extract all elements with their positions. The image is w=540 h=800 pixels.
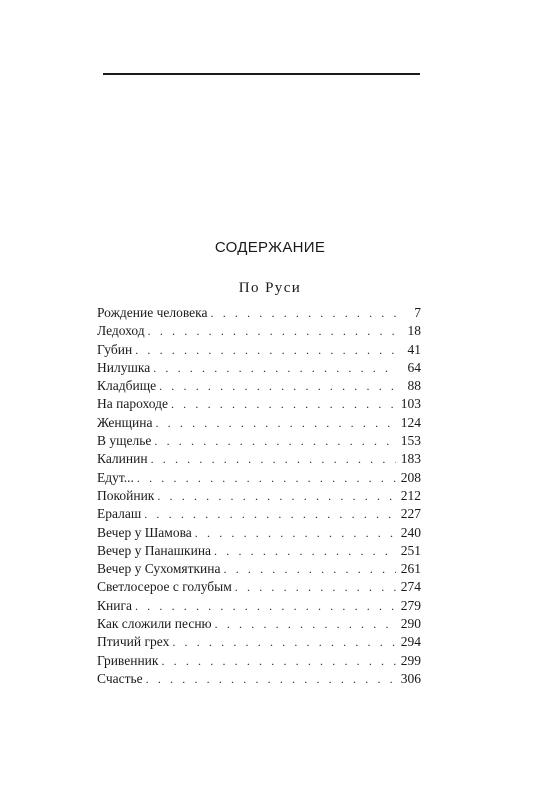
- toc-entry-title: Покойник: [97, 487, 155, 503]
- toc-entry: [97, 578, 421, 596]
- dot-leader: [151, 450, 396, 468]
- toc-entry-title: Едут...: [97, 469, 134, 485]
- toc-entry-page: 274: [400, 579, 421, 595]
- toc-entry-title: Ледоход: [97, 323, 145, 339]
- section-title: По Руси: [238, 280, 302, 296]
- toc-entry-page: 227: [400, 506, 421, 522]
- toc-entry-title: Книга: [97, 597, 132, 613]
- toc-entry-page: 306: [400, 670, 421, 686]
- toc-entry: [97, 450, 421, 468]
- dot-leader: [144, 505, 396, 523]
- toc-entry-page: 183: [400, 451, 421, 467]
- toc-entry-title: Рождение человека: [97, 305, 208, 320]
- toc-entry-title: Гривенник: [97, 652, 159, 668]
- toc-entry: [97, 633, 421, 651]
- toc-entry: [97, 652, 421, 670]
- toc-entry-title: Кладбище: [97, 378, 157, 394]
- toc-entry: [97, 432, 421, 450]
- contents-heading: СОДЕРЖАНИЕ: [214, 239, 326, 256]
- dot-leader: [214, 542, 396, 560]
- toc-entry-page: 212: [400, 487, 421, 503]
- toc-entry-page: 240: [400, 524, 421, 540]
- dot-leader: [224, 560, 397, 578]
- toc-entry-title: Нилушка: [97, 359, 151, 375]
- dot-leader: [154, 432, 396, 450]
- toc-entry-page: 299: [400, 652, 421, 668]
- dot-leader: [235, 578, 396, 596]
- dot-leader: [137, 469, 396, 487]
- dot-leader: [159, 377, 396, 395]
- toc-entry: [97, 505, 421, 523]
- toc-entry: [97, 487, 421, 505]
- toc-entry-title: Вечер у Шамова: [97, 524, 192, 540]
- toc-entry-page: 18: [407, 323, 421, 339]
- toc-entry-title: Губин: [97, 341, 133, 357]
- toc-entry-title: Светлосерое с голубым: [97, 579, 232, 595]
- toc-entry-page: 88: [407, 378, 421, 394]
- toc-entry-title: Калинин: [97, 451, 148, 467]
- toc-entry: [97, 597, 421, 615]
- toc-entry-title: Птичий грех: [97, 634, 170, 650]
- toc-entry-title: Женщина: [97, 414, 153, 430]
- toc-entry: [97, 377, 421, 395]
- toc-entry: [97, 524, 421, 542]
- toc-entry: [97, 395, 421, 413]
- toc-entry: [97, 542, 421, 560]
- dot-leader: [161, 652, 396, 670]
- toc-entry: [97, 670, 421, 688]
- toc-entry: [97, 560, 421, 578]
- toc-entry-page: 103: [400, 396, 421, 412]
- toc-entry-title: В ущелье: [97, 433, 152, 449]
- toc-entry-page: 124: [400, 414, 421, 430]
- toc-entry-title: На пароходе: [97, 396, 168, 412]
- toc-entry-page: 290: [400, 616, 421, 632]
- toc-entry-page: 41: [407, 341, 421, 357]
- dot-leader: [148, 322, 396, 340]
- dot-leader: [155, 414, 396, 432]
- toc-entry: [97, 304, 421, 322]
- toc-entry-title: Вечер у Сухомяткина: [97, 561, 221, 577]
- toc-entry: [97, 414, 421, 432]
- toc-entry-title: Ералаш: [97, 506, 142, 522]
- toc-entry-page: 261: [400, 561, 421, 577]
- toc-entry-page: 64: [407, 359, 421, 375]
- dot-leader: [153, 359, 396, 377]
- toc-entry-title: Вечер у Панашкина: [97, 542, 212, 558]
- toc-entry-page: 208: [400, 469, 421, 485]
- toc-entry: [97, 341, 421, 359]
- dot-leader: [146, 670, 396, 688]
- toc-entry: [97, 359, 421, 377]
- dot-leader: [135, 341, 396, 359]
- toc-entry-title: Как сложили песню: [97, 616, 212, 632]
- toc-entry-page: 251: [400, 542, 421, 558]
- toc-entry-page: 7: [414, 305, 421, 320]
- dot-leader: [157, 487, 396, 505]
- toc-entry: [97, 469, 421, 487]
- dot-leader: [172, 633, 396, 651]
- dot-leader: [171, 395, 396, 413]
- table-of-contents: [97, 304, 421, 688]
- dot-leader: [211, 304, 397, 322]
- toc-entry: [97, 615, 421, 633]
- toc-entry-page: 279: [400, 597, 421, 613]
- dot-leader: [135, 597, 396, 615]
- toc-entry-title: Счастье: [97, 670, 143, 686]
- toc-entry: [97, 322, 421, 340]
- header-rule: [103, 73, 420, 75]
- toc-entry-page: 294: [400, 634, 421, 650]
- dot-leader: [215, 615, 396, 633]
- dot-leader: [195, 524, 396, 542]
- toc-entry-page: 153: [400, 433, 421, 449]
